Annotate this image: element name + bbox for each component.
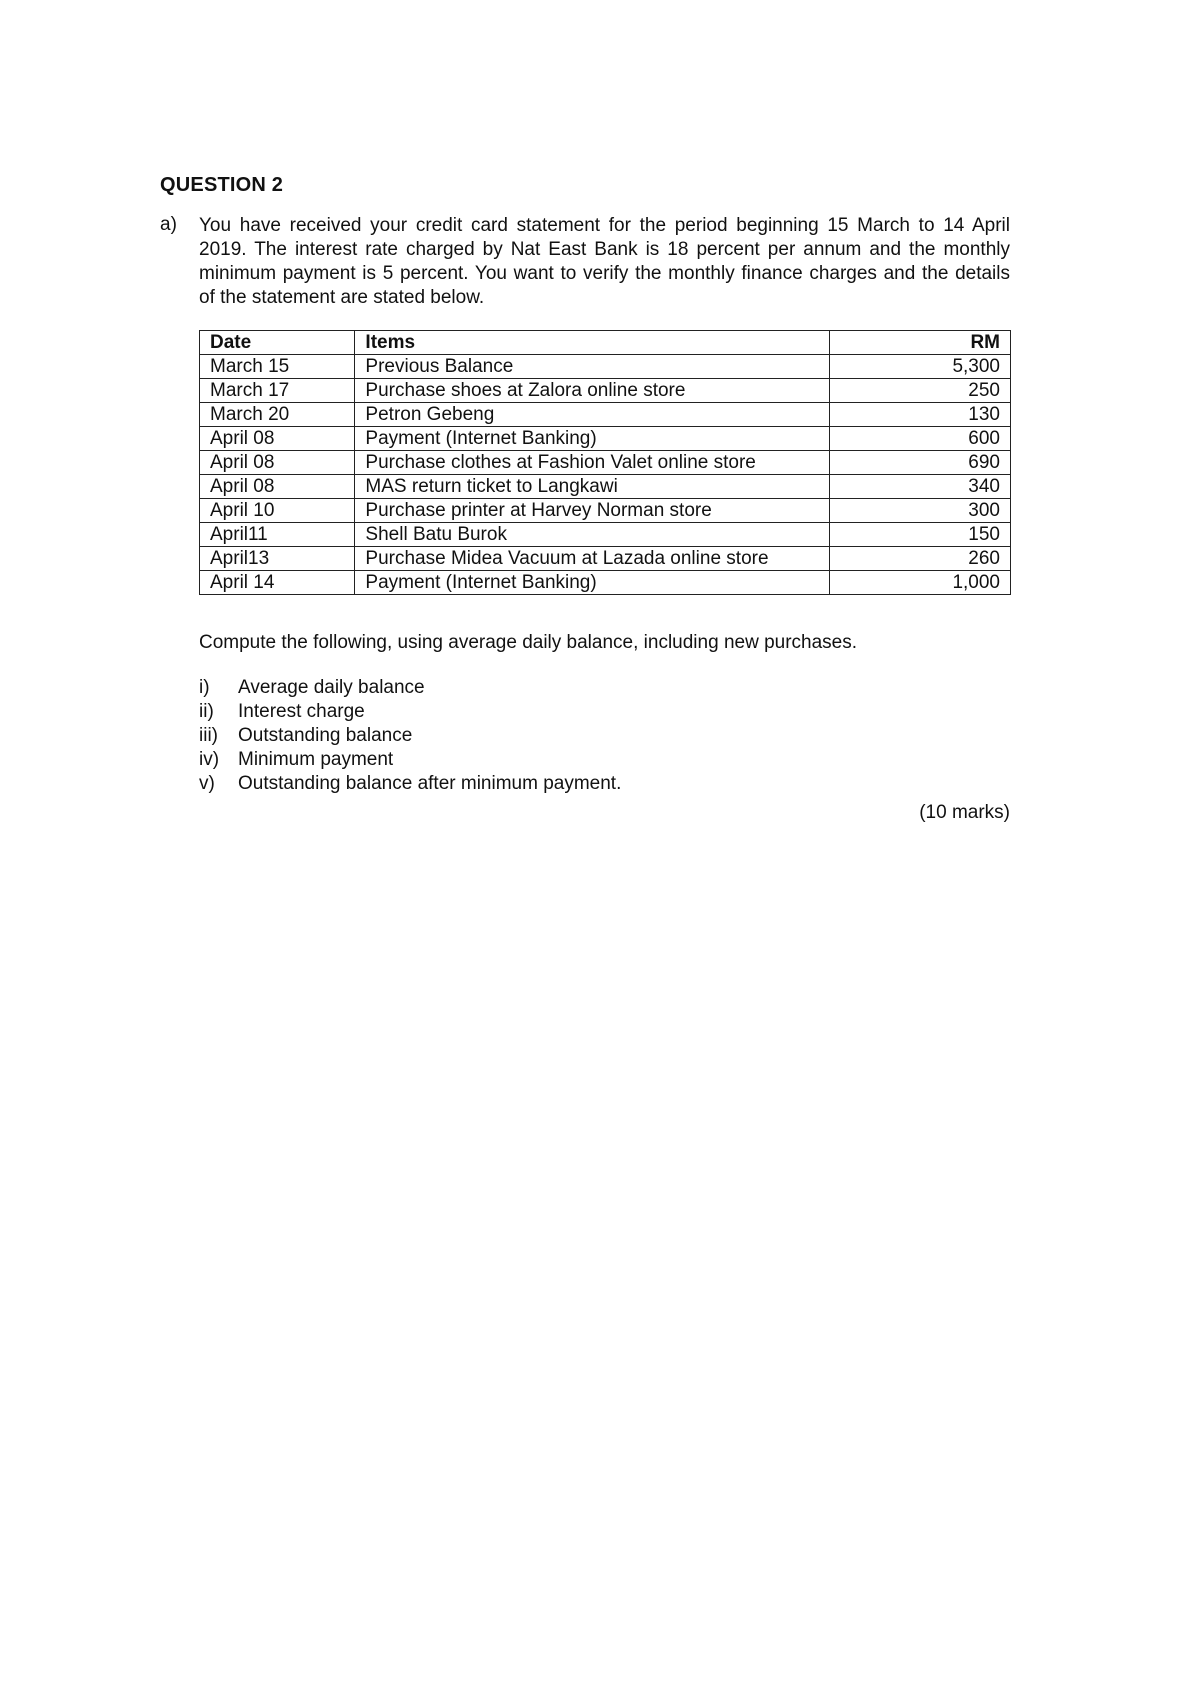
instruction-text: Compute the following, using average daily balance, including new purchases.	[199, 632, 858, 653]
row-amount: 150	[830, 523, 1011, 547]
task-text: Interest charge	[238, 701, 365, 722]
table-header-row	[200, 331, 1011, 355]
row-item: Purchase printer at Harvey Norman store	[355, 499, 830, 523]
row-item: Purchase Midea Vacuum at Lazada online store	[355, 547, 830, 571]
part-label: a)	[160, 214, 177, 235]
table-row	[200, 547, 1011, 571]
row-item: MAS return ticket to Langkawi	[355, 475, 830, 499]
row-date: March 20	[200, 403, 355, 427]
row-date: April11	[200, 523, 355, 547]
task-text: Outstanding balance	[238, 725, 413, 746]
row-amount: 690	[830, 451, 1011, 475]
marks-label: (10 marks)	[919, 802, 1010, 823]
row-item: Purchase shoes at Zalora online store	[355, 379, 830, 403]
row-item: Payment (Internet Banking)	[355, 571, 830, 595]
row-item: Payment (Internet Banking)	[355, 427, 830, 451]
row-date: April 08	[200, 427, 355, 451]
task-number: v)	[199, 773, 215, 794]
row-date: April 08	[200, 451, 355, 475]
task-number: ii)	[199, 701, 214, 722]
row-amount: 600	[830, 427, 1011, 451]
row-item: Previous Balance	[355, 355, 830, 379]
task-item	[199, 772, 899, 796]
row-amount: 300	[830, 499, 1011, 523]
task-item	[199, 724, 899, 748]
row-date: March 15	[200, 355, 355, 379]
task-text: Average daily balance	[238, 677, 425, 698]
header-items: Items	[355, 331, 830, 355]
table-row	[200, 571, 1011, 595]
task-number: iii)	[199, 725, 218, 746]
credit-card-statement-table	[199, 330, 1011, 595]
table-row	[200, 427, 1011, 451]
row-date: April13	[200, 547, 355, 571]
table-row	[200, 499, 1011, 523]
row-amount: 340	[830, 475, 1011, 499]
question-title: QUESTION 2	[160, 174, 284, 196]
row-amount: 5,300	[830, 355, 1011, 379]
header-amount: RM	[830, 331, 1011, 355]
table-row	[200, 379, 1011, 403]
row-amount: 250	[830, 379, 1011, 403]
header-date: Date	[200, 331, 355, 355]
table-row	[200, 403, 1011, 427]
task-item	[199, 748, 899, 772]
row-item: Purchase clothes at Fashion Valet online store	[355, 451, 830, 475]
task-item	[199, 676, 899, 700]
task-item	[199, 700, 899, 724]
table-row	[200, 523, 1011, 547]
task-number: iv)	[199, 749, 220, 770]
task-text: Outstanding balance after minimum payment.	[238, 773, 622, 794]
part-a-text: You have received your credit card statement for the period beginning 15 March to 14 April 2019. The interest rate charged by Nat East Bank is 18 percent per annum and the monthly minimum payment is 5 percent. You want to verify the monthly finance charges and the details of the statement are stated below.	[199, 215, 1010, 308]
row-item: Shell Batu Burok	[355, 523, 830, 547]
row-item: Petron Gebeng	[355, 403, 830, 427]
statement-rows	[200, 355, 1011, 595]
row-date: March 17	[200, 379, 355, 403]
table-row	[200, 475, 1011, 499]
task-text: Minimum payment	[238, 749, 394, 770]
row-date: April 10	[200, 499, 355, 523]
task-list	[199, 676, 899, 796]
row-date: April 08	[200, 475, 355, 499]
row-amount: 130	[830, 403, 1011, 427]
task-number: i)	[199, 677, 210, 698]
table-row	[200, 451, 1011, 475]
table-row	[200, 355, 1011, 379]
row-date: April 14	[200, 571, 355, 595]
row-amount: 1,000	[830, 571, 1011, 595]
row-amount: 260	[830, 547, 1011, 571]
